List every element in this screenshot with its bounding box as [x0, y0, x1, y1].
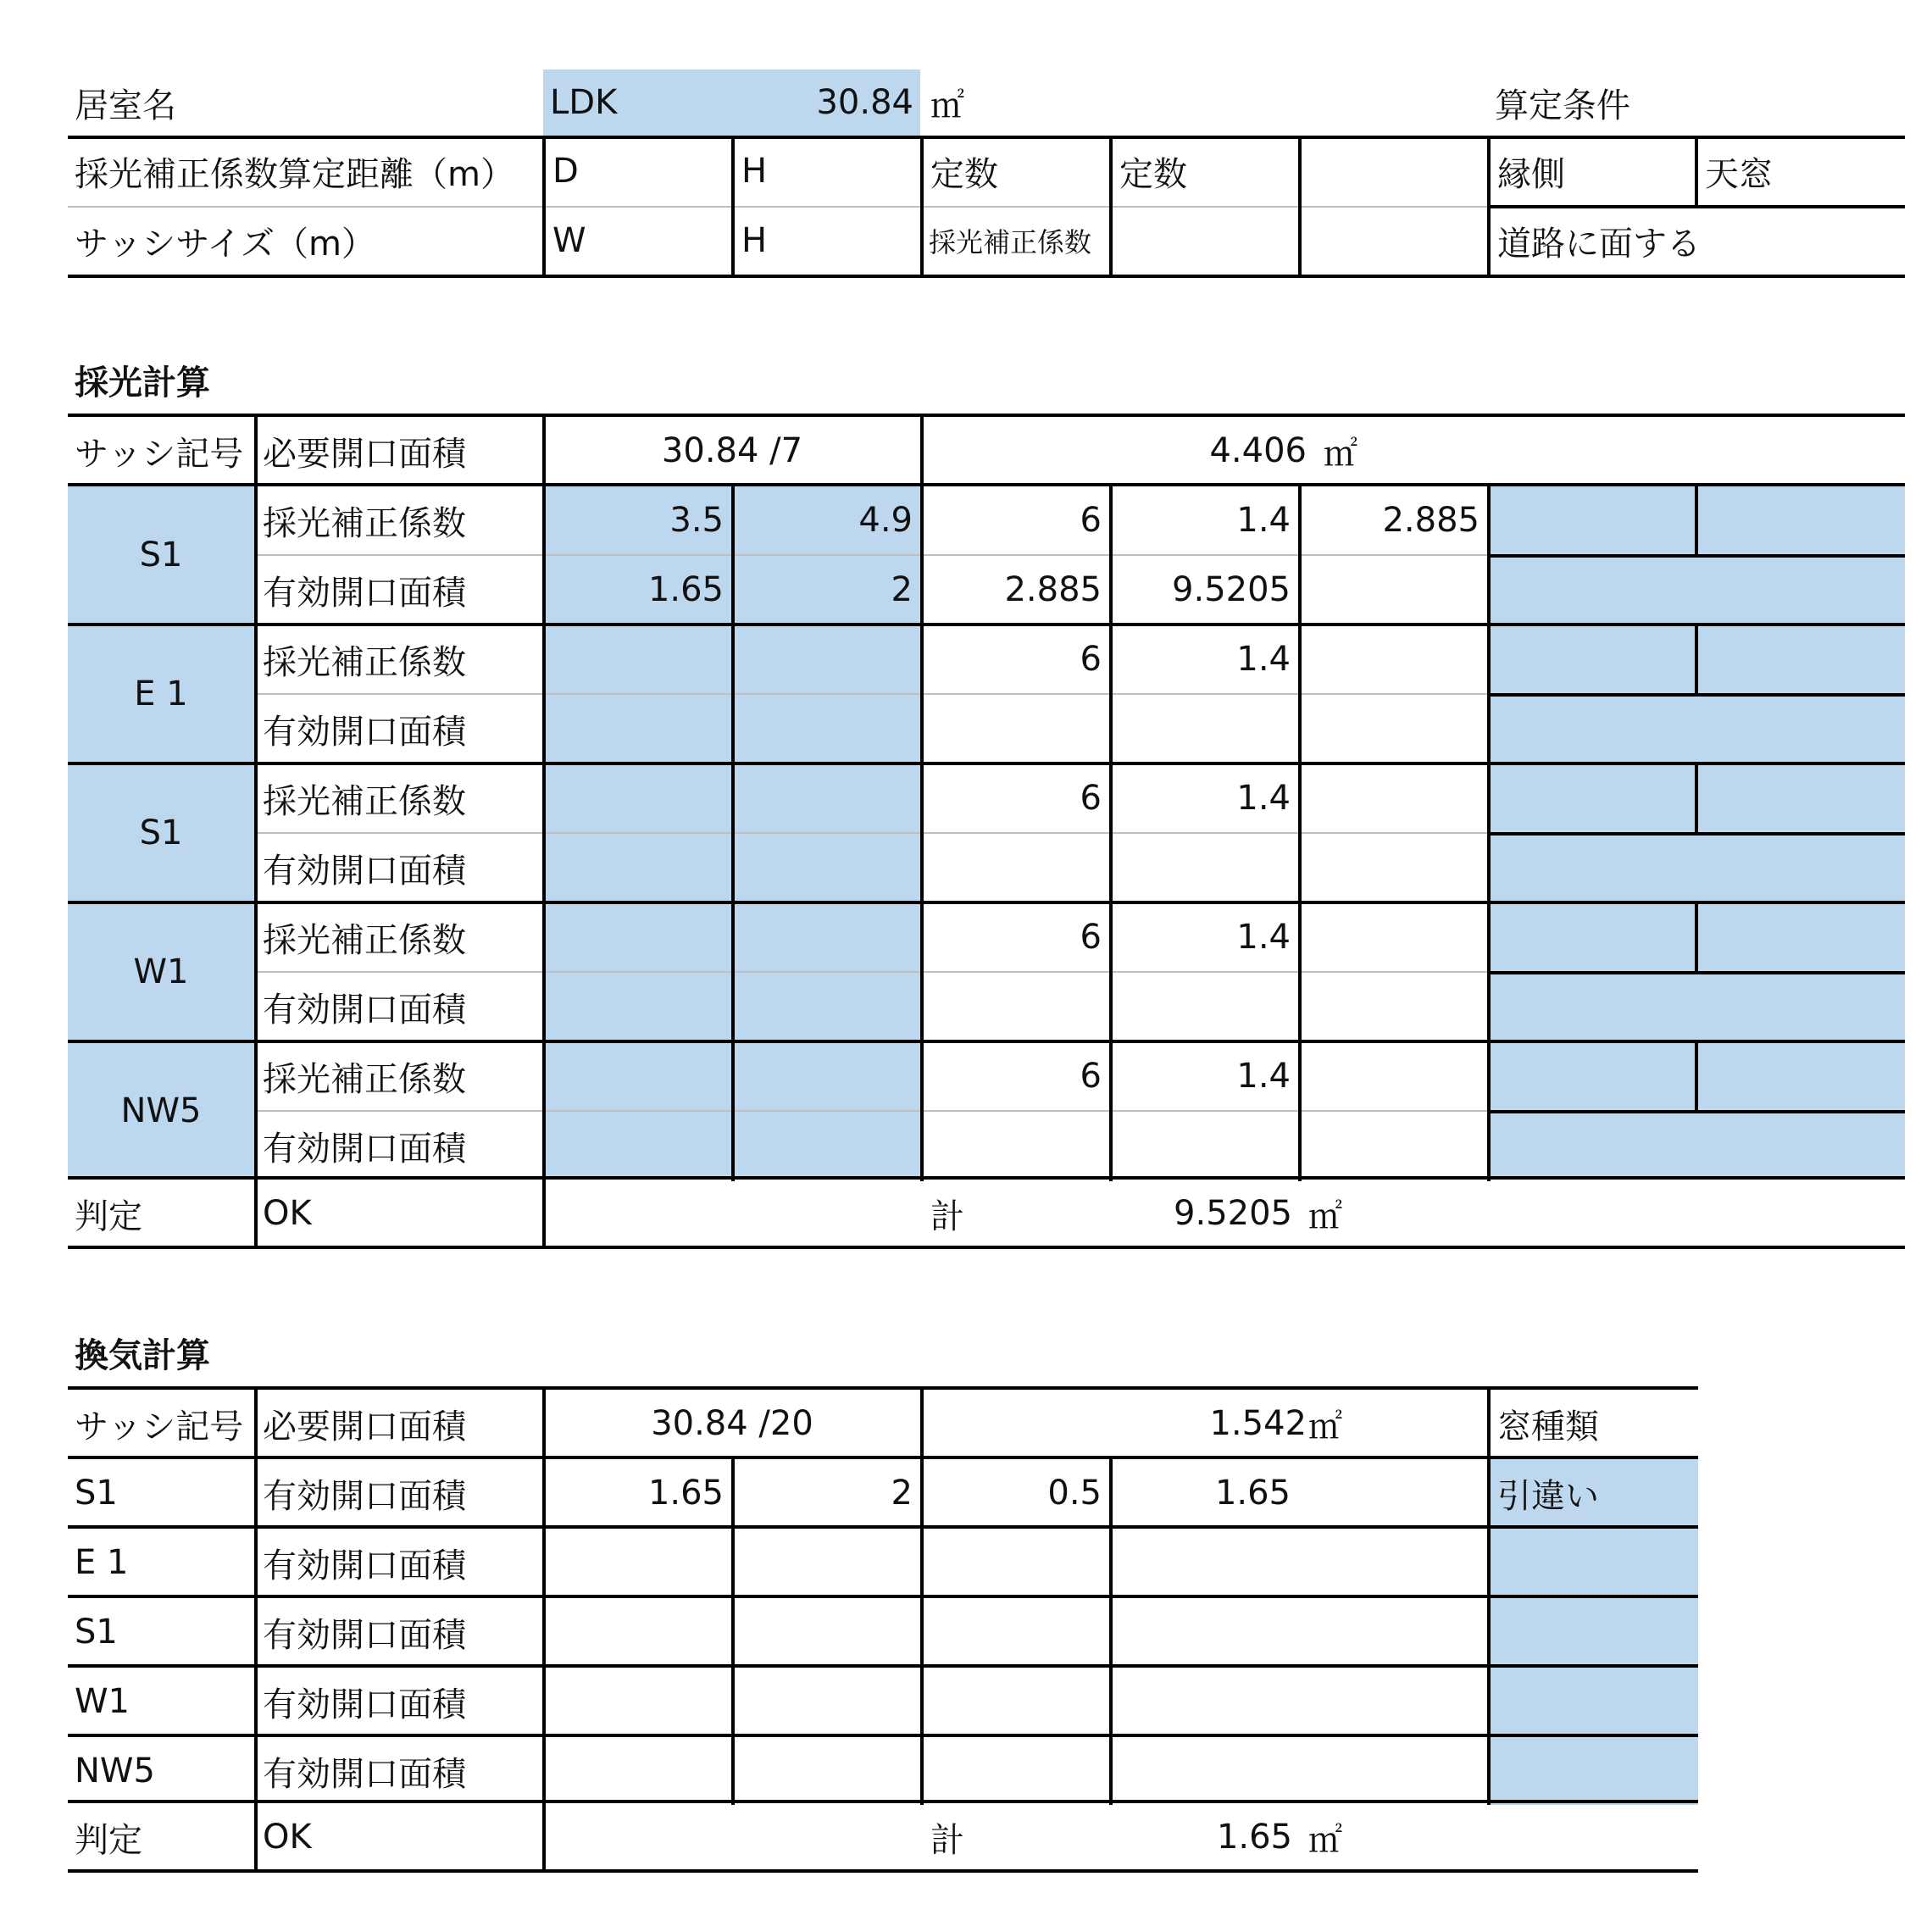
- ventilation-required-unit: ㎡: [1308, 1407, 1342, 1446]
- ventilation-sash-label: サッシ記号: [75, 1407, 244, 1446]
- ventilation-value: 2: [891, 1474, 913, 1513]
- coefficient-value[interactable]: [735, 1042, 919, 1110]
- grid-vline: [731, 625, 735, 764]
- grid-vline: [731, 486, 735, 625]
- ventilation-vline: [542, 1386, 546, 1873]
- area-value: [924, 695, 1108, 763]
- room-area-unit: ㎡: [930, 86, 964, 125]
- sash-symbol[interactable]: S1: [139, 813, 183, 852]
- ventilation-value: [735, 1668, 919, 1735]
- area-value[interactable]: 1.65: [647, 570, 724, 609]
- grid-vline: [731, 764, 735, 903]
- sash-symbol[interactable]: S1: [139, 536, 183, 575]
- sash-symbol[interactable]: E 1: [75, 1543, 129, 1582]
- coefficient-value[interactable]: [546, 903, 730, 971]
- area-value: [1113, 695, 1297, 763]
- group-line: [68, 762, 1905, 765]
- conditions-label: 算定条件: [1495, 86, 1630, 125]
- grid-vline: [731, 1734, 735, 1805]
- grid-vline: [920, 1664, 924, 1735]
- area-value[interactable]: 2: [891, 570, 913, 609]
- lighting-total-value: 9.5205: [1174, 1194, 1292, 1233]
- window-type-label: 窓種類: [1497, 1407, 1599, 1446]
- ventilation-total-label: 計: [930, 1820, 964, 1860]
- grid-vline: [1109, 1734, 1113, 1805]
- coefficient-value: 1.4: [1236, 1057, 1291, 1096]
- sash-symbol[interactable]: E 1: [134, 675, 188, 713]
- grid-vline: [920, 1595, 924, 1666]
- coefficient-value[interactable]: 3.5: [669, 501, 724, 540]
- area-value: [924, 973, 1108, 1041]
- sash-symbol[interactable]: W1: [75, 1682, 130, 1721]
- row-label-area: 有効開口面積: [263, 851, 466, 891]
- ventilation-vline: [920, 1386, 924, 1457]
- area-value[interactable]: [735, 834, 919, 902]
- grid-vline: [1109, 764, 1113, 903]
- grid-vline: [920, 764, 924, 903]
- grid-vline: [1298, 1042, 1302, 1181]
- veranda-label: 縁側: [1497, 154, 1565, 194]
- header-vline: [920, 136, 924, 278]
- constant-label-1: 定数: [930, 154, 998, 194]
- grid-vline: [1487, 486, 1491, 625]
- row-label-coefficient: 採光補正係数: [263, 642, 466, 682]
- coefficient-value: [1302, 625, 1486, 693]
- header-vline: [1109, 136, 1113, 278]
- ventilation-line-judge: [68, 1800, 1698, 1803]
- coefficient-value: 1.4: [1236, 918, 1291, 957]
- coefficient-value: 1.4: [1236, 501, 1291, 540]
- lighting-vline: [920, 414, 924, 485]
- ventilation-value: [546, 1529, 730, 1596]
- coefficient-value: 6: [1080, 640, 1102, 679]
- grid-vline: [920, 1042, 924, 1181]
- row-label-area: 有効開口面積: [263, 1754, 466, 1794]
- condition-vline: [1695, 903, 1698, 973]
- grid-vline: [731, 903, 735, 1042]
- area-value[interactable]: [735, 973, 919, 1041]
- grid-vline: [731, 1042, 735, 1181]
- group-line: [68, 901, 1905, 904]
- row-divider: [256, 1110, 1490, 1112]
- window-type-value[interactable]: [1491, 1598, 1698, 1666]
- row-label-area: 有効開口面積: [263, 1685, 466, 1724]
- row-label-coefficient: 採光補正係数: [263, 781, 466, 821]
- grid-vline: [1487, 1595, 1491, 1666]
- ventilation-value: [924, 1737, 1108, 1805]
- row-label-area: 有効開口面積: [263, 1615, 466, 1655]
- coefficient-value: [1302, 764, 1486, 832]
- lighting-total-label: 計: [930, 1196, 964, 1236]
- coefficient-value[interactable]: [546, 1042, 730, 1110]
- road-label: 道路に面する: [1497, 224, 1701, 264]
- row-divider: [256, 554, 1490, 556]
- grid-vline: [1109, 1664, 1113, 1735]
- coefficient-value: [1302, 903, 1486, 971]
- row-line: [68, 1525, 1698, 1529]
- sash-symbol[interactable]: W1: [133, 952, 189, 991]
- grid-vline: [731, 1664, 735, 1735]
- row-line: [68, 1456, 1698, 1459]
- grid-vline: [1109, 1595, 1113, 1666]
- grid-vline: [1298, 903, 1302, 1042]
- grid-vline: [1487, 1525, 1491, 1596]
- area-value: 2.885: [1004, 570, 1102, 609]
- row-label-area: 有効開口面積: [263, 1129, 466, 1169]
- grid-vline: [1298, 486, 1302, 625]
- lighting-line-bottom: [68, 1246, 1905, 1249]
- ventilation-value: [1113, 1668, 1297, 1735]
- h-label: H: [741, 152, 768, 191]
- group-line: [68, 1040, 1905, 1043]
- coefficient-value: 6: [1080, 501, 1102, 540]
- window-type-value[interactable]: [1491, 1737, 1698, 1805]
- row-label-area: 有効開口面積: [263, 1546, 466, 1585]
- ventilation-required-value: 1.542: [1209, 1404, 1307, 1443]
- row-line: [68, 1664, 1698, 1668]
- row-label-coefficient: 採光補正係数: [263, 1059, 466, 1099]
- coefficient-value: 6: [1080, 1057, 1102, 1096]
- grid-vline: [920, 1525, 924, 1596]
- grid-vline: [1487, 1042, 1491, 1181]
- grid-vline: [920, 903, 924, 1042]
- room-name-input[interactable]: LDK: [543, 69, 920, 136]
- area-value: [1113, 973, 1297, 1041]
- ventilation-value: [546, 1737, 730, 1805]
- area-value[interactable]: [546, 1112, 730, 1180]
- sash-symbol[interactable]: NW5: [75, 1752, 155, 1790]
- condition-vline: [1695, 625, 1698, 695]
- sash-size-label: サッシサイズ（m）: [75, 224, 375, 264]
- coefficient-value[interactable]: [546, 764, 730, 832]
- lighting-sash-label: サッシ記号: [75, 434, 244, 474]
- grid-vline: [1487, 625, 1491, 764]
- ventilation-title: 換気計算: [75, 1335, 210, 1375]
- area-value: [1302, 1112, 1486, 1180]
- row-label-area: 有効開口面積: [263, 1476, 466, 1516]
- lighting-line-judge: [68, 1176, 1905, 1180]
- grid-vline: [1109, 1042, 1113, 1181]
- grid-vline: [920, 1456, 924, 1527]
- ventilation-vline: [254, 1386, 258, 1873]
- row-label-coefficient: 採光補正係数: [263, 920, 466, 960]
- grid-vline: [1298, 764, 1302, 903]
- condition-vline: [1695, 486, 1698, 556]
- grid-vline: [1109, 625, 1113, 764]
- skylight-label: 天窓: [1705, 154, 1773, 194]
- lighting-line-header: [68, 483, 1905, 486]
- ventilation-judge-label: 判定: [75, 1820, 142, 1860]
- d-label: D: [552, 152, 579, 191]
- ventilation-value: 1.65: [1214, 1474, 1291, 1513]
- ventilation-vline: [1487, 1386, 1491, 1457]
- grid-vline: [1487, 903, 1491, 1042]
- ventilation-line-top: [68, 1386, 1698, 1390]
- row-line: [68, 1595, 1698, 1598]
- ventilation-required-label: 必要開口面積: [263, 1407, 466, 1446]
- lighting-vline: [254, 414, 258, 1249]
- lighting-judge-value: OK: [263, 1194, 312, 1233]
- coefficient-value: 1.4: [1236, 640, 1291, 679]
- distance-label: 採光補正係数算定距離（m）: [75, 154, 514, 194]
- grid-vline: [920, 1734, 924, 1805]
- condition-vline: [1695, 1042, 1698, 1112]
- area-value[interactable]: [546, 973, 730, 1041]
- header-vline: [1695, 136, 1698, 207]
- area-value: [1113, 1112, 1297, 1180]
- grid-vline: [731, 1456, 735, 1527]
- row-line: [68, 1734, 1698, 1737]
- ventilation-value: [1113, 1529, 1297, 1596]
- ventilation-judge-value: OK: [263, 1818, 312, 1857]
- header-line-bottom: [68, 275, 1905, 278]
- area-value: [1302, 973, 1486, 1041]
- header-vline: [1487, 136, 1491, 278]
- area-value: [1302, 556, 1486, 624]
- ventilation-value: [735, 1529, 919, 1596]
- coefficient-value: 2.885: [1382, 501, 1480, 540]
- lighting-judge-label: 判定: [75, 1196, 142, 1236]
- ventilation-value: [1113, 1598, 1297, 1666]
- ventilation-value: [924, 1529, 1108, 1596]
- w-label: W: [552, 221, 586, 260]
- ventilation-value: [924, 1668, 1108, 1735]
- window-type-value[interactable]: 引違い: [1497, 1476, 1599, 1516]
- sash-symbol[interactable]: NW5: [120, 1091, 202, 1130]
- grid-vline: [1487, 1456, 1491, 1527]
- ventilation-line-bottom: [68, 1869, 1698, 1873]
- row-divider: [256, 971, 1490, 973]
- grid-vline: [1109, 486, 1113, 625]
- coefficient-value: 6: [1080, 918, 1102, 957]
- grid-vline: [1487, 1664, 1491, 1735]
- grid-vline: [731, 1595, 735, 1666]
- area-value: [924, 1112, 1108, 1180]
- lighting-required-label: 必要開口面積: [263, 434, 466, 474]
- coefficient-value[interactable]: [735, 625, 919, 693]
- ventilation-total-value: 1.65: [1216, 1818, 1292, 1857]
- lighting-line-top: [68, 414, 1905, 417]
- coefficient-value[interactable]: 4.9: [858, 501, 913, 540]
- h2-label: H: [741, 221, 768, 260]
- ventilation-value: [924, 1598, 1108, 1666]
- header-vline: [542, 136, 546, 278]
- area-value: 9.5205: [1172, 570, 1291, 609]
- coefficient-value: 6: [1080, 779, 1102, 818]
- area-value[interactable]: [546, 834, 730, 902]
- grid-vline: [1487, 764, 1491, 903]
- lighting-total-unit: ㎡: [1308, 1196, 1342, 1236]
- condition-vline: [1695, 764, 1698, 834]
- ventilation-value: 0.5: [1047, 1474, 1102, 1513]
- room-area-value[interactable]: 30.84: [816, 83, 913, 122]
- window-type-value[interactable]: [1491, 1668, 1698, 1735]
- header-line-top: [68, 136, 1905, 139]
- lighting-vline: [542, 414, 546, 1249]
- ventilation-value: [735, 1598, 919, 1666]
- grid-vline: [1487, 1734, 1491, 1805]
- header-line-mid: [68, 206, 1488, 208]
- ventilation-value: [546, 1598, 730, 1666]
- constant-label-2: 定数: [1119, 154, 1187, 194]
- header-vline: [1298, 136, 1302, 278]
- area-value: [1302, 695, 1486, 763]
- row-label-area: 有効開口面積: [263, 990, 466, 1030]
- area-value: [1302, 834, 1486, 902]
- row-label-area: 有効開口面積: [263, 712, 466, 752]
- area-value: [924, 834, 1108, 902]
- lighting-required-unit: ㎡: [1324, 434, 1357, 474]
- area-value[interactable]: [735, 695, 919, 763]
- lighting-title: 採光計算: [75, 363, 210, 402]
- grid-vline: [920, 625, 924, 764]
- coefficient-value: 1.4: [1236, 779, 1291, 818]
- ventilation-total-unit: ㎡: [1308, 1820, 1342, 1860]
- lighting-required-value: 4.406: [1209, 431, 1307, 470]
- row-divider: [256, 693, 1490, 695]
- header-vline: [731, 136, 735, 278]
- window-type-value[interactable]: [1491, 1529, 1698, 1596]
- ventilation-value: [735, 1737, 919, 1805]
- grid-vline: [731, 1525, 735, 1596]
- coefficient-value: [1302, 1042, 1486, 1110]
- coefficient-value[interactable]: [735, 903, 919, 971]
- ventilation-value: [1113, 1737, 1297, 1805]
- sash-symbol[interactable]: S1: [75, 1474, 118, 1513]
- coefficient-value[interactable]: [735, 764, 919, 832]
- area-value: [1113, 834, 1297, 902]
- area-value[interactable]: [546, 695, 730, 763]
- coefficient-value[interactable]: [546, 625, 730, 693]
- row-label-area: 有効開口面積: [263, 573, 466, 613]
- grid-vline: [1298, 625, 1302, 764]
- area-value[interactable]: [735, 1112, 919, 1180]
- group-line: [68, 623, 1905, 626]
- row-label-coefficient: 採光補正係数: [263, 503, 466, 543]
- lighting-required-formula: 30.84 /7: [661, 431, 803, 470]
- grid-vline: [1109, 1456, 1113, 1527]
- ventilation-required-formula: 30.84 /20: [651, 1404, 813, 1443]
- coefficient-label: 採光補正係数: [929, 226, 1092, 258]
- grid-vline: [920, 486, 924, 625]
- sash-symbol[interactable]: S1: [75, 1613, 118, 1652]
- grid-vline: [1109, 1525, 1113, 1596]
- ventilation-value: 1.65: [647, 1474, 724, 1513]
- ventilation-value: [546, 1668, 730, 1735]
- row-divider: [256, 832, 1490, 834]
- grid-vline: [1109, 903, 1113, 1042]
- room-name-label: 居室名: [75, 86, 176, 125]
